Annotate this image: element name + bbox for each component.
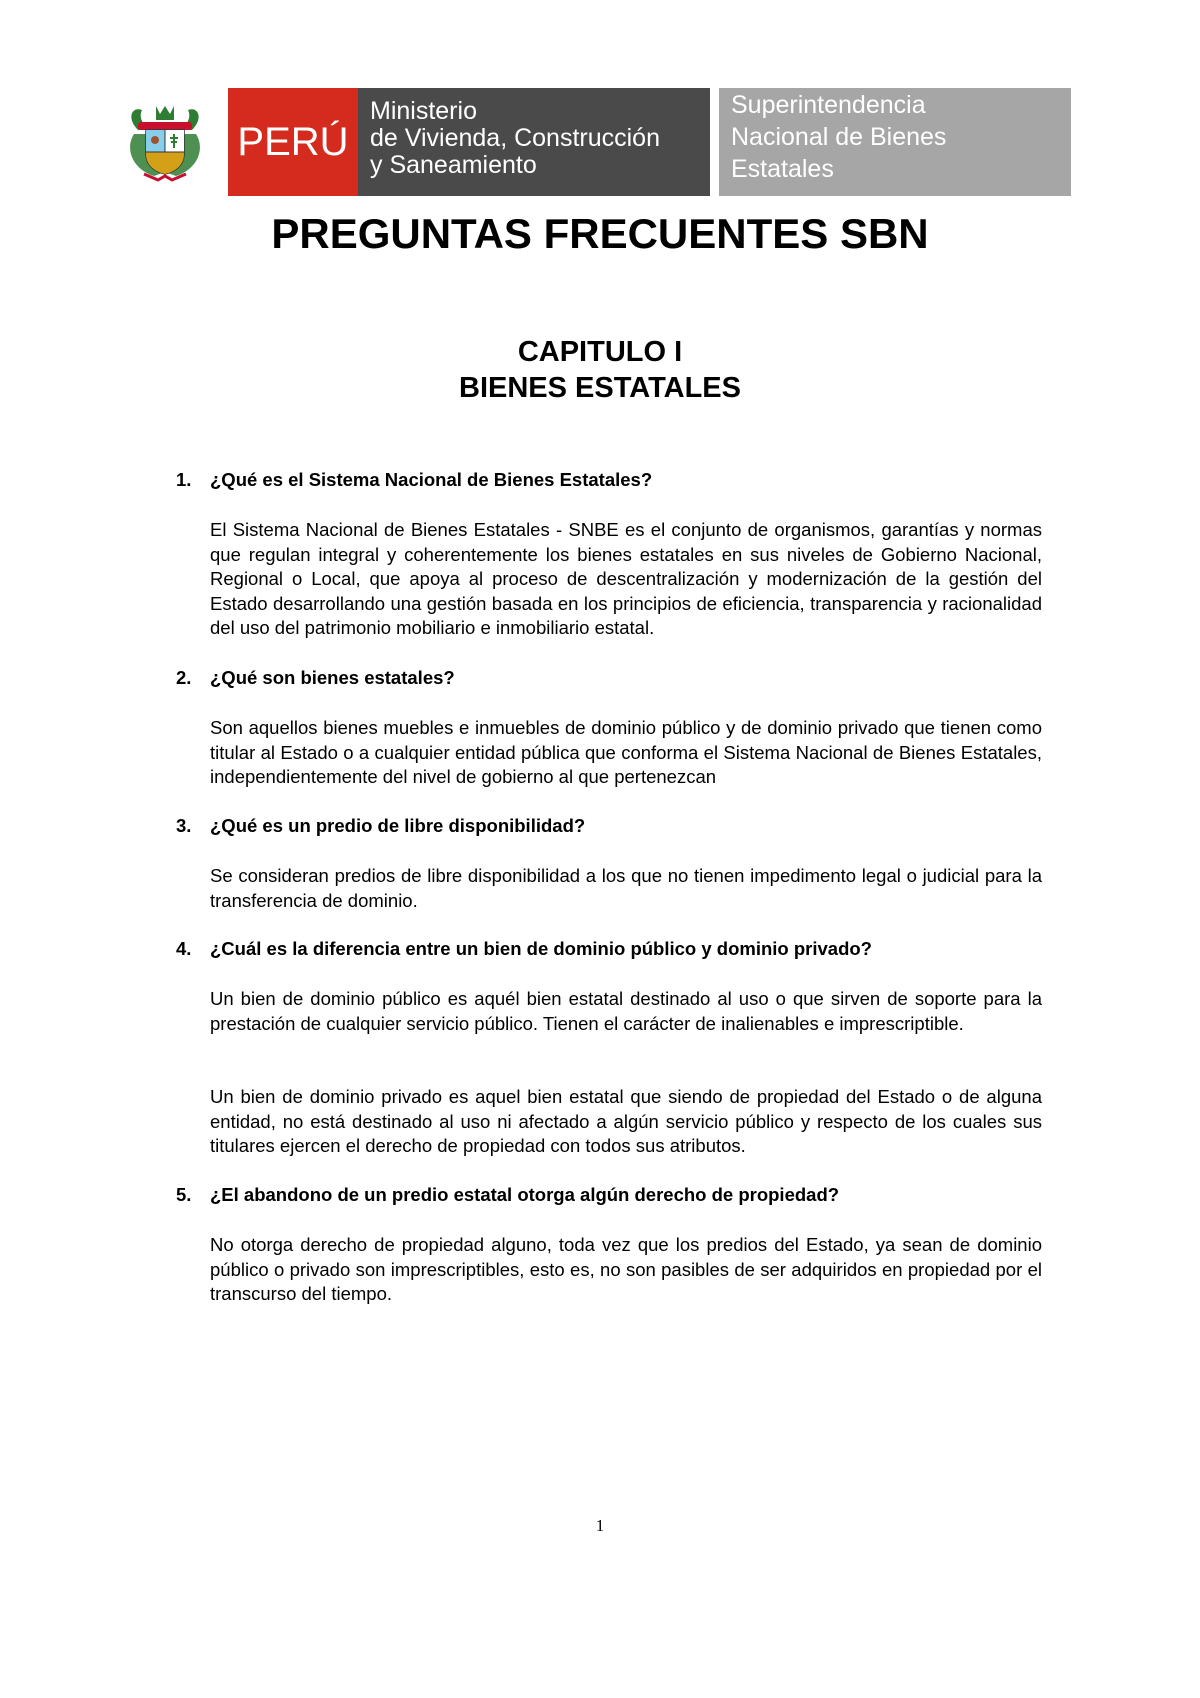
agency-brand-box: [719, 88, 1071, 196]
page-title: PREGUNTAS FRECUENTES SBN: [271, 210, 929, 257]
page-number: 1: [595, 1516, 605, 1535]
ministry-line-1: Ministerio: [370, 97, 477, 125]
chapter-name: BIENES ESTATALES: [459, 372, 741, 404]
ministry-line-2: de Vivienda, Construcción: [370, 124, 660, 152]
agency-line-3: Estatales: [731, 155, 834, 183]
faq-number: 1.: [176, 469, 192, 490]
ministry-brand-box: [358, 88, 710, 196]
faq-question-text: ¿Qué es un predio de libre disponibilidad?: [210, 815, 586, 836]
faq-answer-5: No otorga derecho de propiedad alguno, toda vez que los predios del Estado, ya sean de dominio público o privado son imprescriptibles, esto es, no son pasibles de ser adquiridos en propiedad por el transcurso del tiempo.: [210, 1234, 1042, 1305]
faq-question-text: ¿Qué es el Sistema Nacional de Bienes Estatales?: [210, 469, 653, 490]
faq-question-text: ¿Cuál es la diferencia entre un bien de dominio público y dominio privado?: [210, 938, 872, 959]
peru-brand-box: [228, 88, 358, 196]
faq-answer-4b: Un bien de dominio privado es aquel bien estatal que siendo de propiedad del Estado o de alguna entidad, no está destinado al uso ni afectado a algún servicio público y respecto de los cuales sus titulares ejercen el derecho de propiedad con todos sus atributos.: [210, 1086, 1042, 1157]
faq-question-text: ¿Qué son bienes estatales?: [210, 667, 455, 688]
faq-answer-1: El Sistema Nacional de Bienes Estatales - SNBE es el conjunto de organismos, garantías y normas que regulan integral y coherentemente los bienes estatales en sus niveles de Gobierno Nacional, Regional o Local, que apoya al proceso de descentralización y modernización de la gestión del Estado desarrollando una gestión basada en los principios de eficiencia, transparencia y racionalidad del uso del patrimonio mobiliario e inmobiliario estatal.: [210, 519, 1042, 639]
chapter-number: CAPITULO I: [517, 336, 683, 368]
faq-question-text: ¿El abandono de un predio estatal otorga algún derecho de propiedad?: [210, 1184, 840, 1205]
peru-label: PERÚ: [237, 119, 349, 164]
agency-line-2: Nacional de Bienes: [731, 123, 947, 151]
header-banner: [124, 88, 1071, 196]
faq-number: 2.: [176, 667, 192, 688]
faq-number: 4.: [176, 938, 192, 959]
faq-number: 3.: [176, 815, 192, 836]
faq-answer-2: Son aquellos bienes muebles e inmuebles de dominio público y de dominio privado que tienen como titular al Estado o a cualquier entidad pública que conforma el Sistema Nacional de Bienes Estatales, independientemente del nivel de gobierno al que pertenezcan: [210, 717, 1042, 788]
faq-answer-3: Se consideran predios de libre disponibilidad a los que no tienen impedimento legal o judicial para la transferencia de dominio.: [210, 865, 1042, 911]
peru-coat-of-arms-icon: [124, 100, 206, 182]
faq-answer-4a: Un bien de dominio público es aquél bien estatal destinado al uso o que sirven de soporte para la prestación de cualquier servicio público. Tienen el carácter de inalienables e imprescriptible.: [210, 988, 1042, 1034]
agency-line-1: Superintendencia: [731, 91, 926, 119]
ministry-line-3: y Saneamiento: [370, 151, 537, 179]
faq-number: 5.: [176, 1184, 192, 1205]
